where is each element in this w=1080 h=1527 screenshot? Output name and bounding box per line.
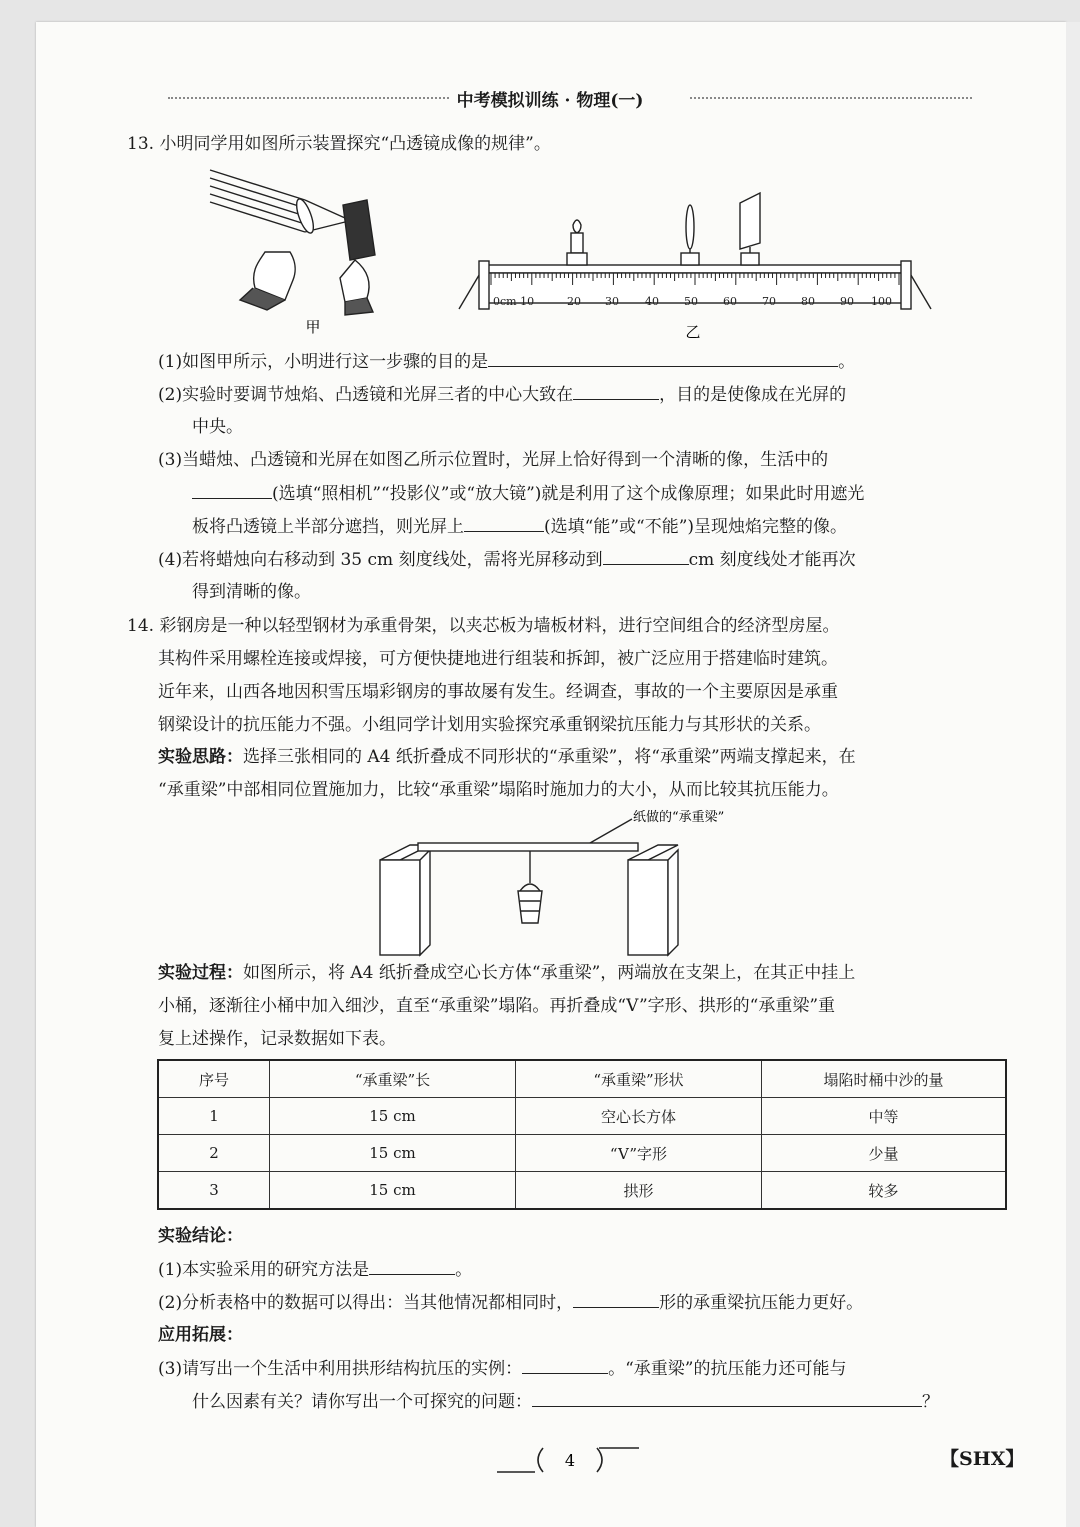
conclusion-heading: 实验结论：	[158, 1226, 243, 1246]
q13-part4: (4)若将蜡烛向右移动到 35 cm 刻度线处，需将光屏移动到 cm 刻度线处才能再次	[158, 546, 856, 573]
figure-beam	[370, 805, 770, 960]
cell-sand: 少量	[762, 1135, 1007, 1172]
col-header-shape: “承重梁”形状	[516, 1060, 762, 1098]
ruler-label-60: 60	[723, 295, 737, 308]
cell-index: 2	[158, 1135, 270, 1172]
cell-length: 15 cm	[270, 1135, 516, 1172]
table-row	[158, 1098, 1006, 1135]
series-code: 【SHX】	[940, 1448, 1025, 1470]
q13-stem: 13. 小明同学用如图所示装置探究“凸透镜成像的规律”。	[127, 134, 551, 154]
cell-sand: 中等	[762, 1098, 1007, 1135]
col-header-length: “承重梁”长	[270, 1060, 516, 1098]
cell-sand: 较多	[762, 1172, 1007, 1210]
page-number: 4	[564, 1451, 576, 1470]
col-header-sand: 塌陷时桶中沙的量	[762, 1060, 1007, 1098]
q14-extension-2: 什么因素有关？请你写出一个可探究的问题： ？	[192, 1388, 939, 1415]
answer-blank-13-2[interactable]	[573, 381, 659, 400]
cell-length: 15 cm	[270, 1172, 516, 1210]
ruler-label-50: 50	[684, 295, 698, 308]
q13-part2-cont: 中央。	[192, 417, 243, 437]
cell-index: 3	[158, 1172, 270, 1210]
ruler-label-70: 70	[762, 295, 776, 308]
cell-shape: “V”字形	[516, 1135, 762, 1172]
q13-part3-cont2: 板将凸透镜上半部分遮挡，则光屏上 (选填“能”或“不能”)呈现烛焰完整的像。	[192, 513, 847, 540]
q13-part3: (3)当蜡烛、凸透镜和光屏在如图乙所示位置时，光屏上恰好得到一个清晰的像，生活中的	[158, 450, 829, 470]
ruler-label-0: 0cm 10	[493, 295, 535, 308]
q13-part1: (1)如图甲所示，小明进行这一步骤的目的是 。	[158, 348, 855, 375]
q14-process: 实验过程：如图所示，将 A4 纸折叠成空心长方体“承重梁”，两端放在支架上，在其正中挂上	[158, 963, 856, 983]
table-header-row	[158, 1060, 1006, 1098]
q14-line1: 14. 彩钢房是一种以轻型钢材为承重骨架，以夹芯板为墙板材料，进行空间组合的经济型房屋。	[127, 616, 840, 636]
col-header-index: 序号	[158, 1060, 270, 1098]
q13-part4-cont: 得到清晰的像。	[192, 582, 311, 602]
cell-length: 15 cm	[270, 1098, 516, 1135]
ruler-label-30: 30	[605, 295, 619, 308]
answer-blank-13-4[interactable]	[603, 546, 689, 565]
page-header	[130, 86, 970, 110]
answer-blank-14-2[interactable]	[573, 1289, 659, 1308]
data-table	[157, 1059, 1007, 1210]
q14-idea: 实验思路：选择三张相同的 A4 纸折叠成不同形状的“承重梁”，将“承重梁”两端支撑起来，在	[158, 747, 856, 767]
answer-blank-13-3a[interactable]	[192, 480, 272, 499]
q14-process-cont: 小桶，逐渐往小桶中加入细沙，直至“承重梁”塌陷。再折叠成“V”字形、拱形的“承重梁”重	[158, 996, 836, 1016]
page-edge	[1066, 22, 1080, 1527]
beam-label: 纸做的“承重梁”	[633, 810, 725, 825]
header-title: 中考模拟训练 · 物理(一)	[451, 91, 650, 111]
extension-heading: 应用拓展：	[158, 1325, 243, 1345]
q14-conclusion-2: (2)分析表格中的数据可以得出：当其他情况都相同时， 形的承重梁抗压能力更好。	[158, 1289, 863, 1316]
answer-blank-13-1[interactable]	[488, 348, 838, 367]
figure-jia	[205, 160, 385, 336]
figure-yi-optical-bench	[455, 185, 930, 340]
table-row	[158, 1135, 1006, 1172]
ruler-label-20: 20	[567, 295, 581, 308]
q14-line4: 钢梁设计的抗压能力不强。小组同学计划用实验探究承重钢梁抗压能力与其形状的关系。	[158, 715, 821, 735]
q14-idea-cont: “承重梁”中部相同位置施加力，比较“承重梁”塌陷时施加力的大小，从而比较其抗压能力。	[158, 780, 839, 800]
cell-shape: 拱形	[516, 1172, 762, 1210]
q14-line3: 近年来，山西各地因积雪压塌彩钢房的事故屡有发生。经调查，事故的一个主要原因是承重	[158, 682, 838, 702]
q13-part2: (2)实验时要调节烛焰、凸透镜和光屏三者的中心大致在 ，目的是使像成在光屏的	[158, 381, 846, 408]
ruler-label-90: 90	[840, 295, 854, 308]
answer-blank-13-3b[interactable]	[464, 513, 544, 532]
q14-line2: 其构件采用螺栓连接或焊接，可方便快捷地进行组装和拆卸，被广泛应用于搭建临时建筑。	[158, 649, 838, 669]
ruler-label-100: 100	[871, 295, 892, 308]
q13-part3-cont: (选填“照相机”“投影仪”或“放大镜”)就是利用了这个成像原理；如果此时用遮光	[192, 480, 864, 507]
q14-extension-1: (3)请写出一个生活中利用拱形结构抗压的实例： 。“承重梁”的抗压能力还可能与	[158, 1355, 846, 1382]
cell-index: 1	[158, 1098, 270, 1135]
q14-conclusion-1: (1)本实验采用的研究方法是 。	[158, 1256, 472, 1283]
page-number-mark	[495, 1440, 645, 1480]
figure-yi-label: 乙	[685, 323, 701, 341]
answer-blank-14-1[interactable]	[369, 1256, 455, 1275]
answer-blank-14-3b[interactable]	[532, 1388, 922, 1407]
ruler-label-40: 40	[645, 295, 659, 308]
figure-jia-label: 甲	[305, 318, 321, 336]
q14-process-cont2: 复上述操作，记录数据如下表。	[158, 1029, 396, 1049]
answer-blank-14-3a[interactable]	[522, 1355, 608, 1374]
cell-shape: 空心长方体	[516, 1098, 762, 1135]
table-row	[158, 1172, 1006, 1210]
ruler-label-80: 80	[801, 295, 815, 308]
